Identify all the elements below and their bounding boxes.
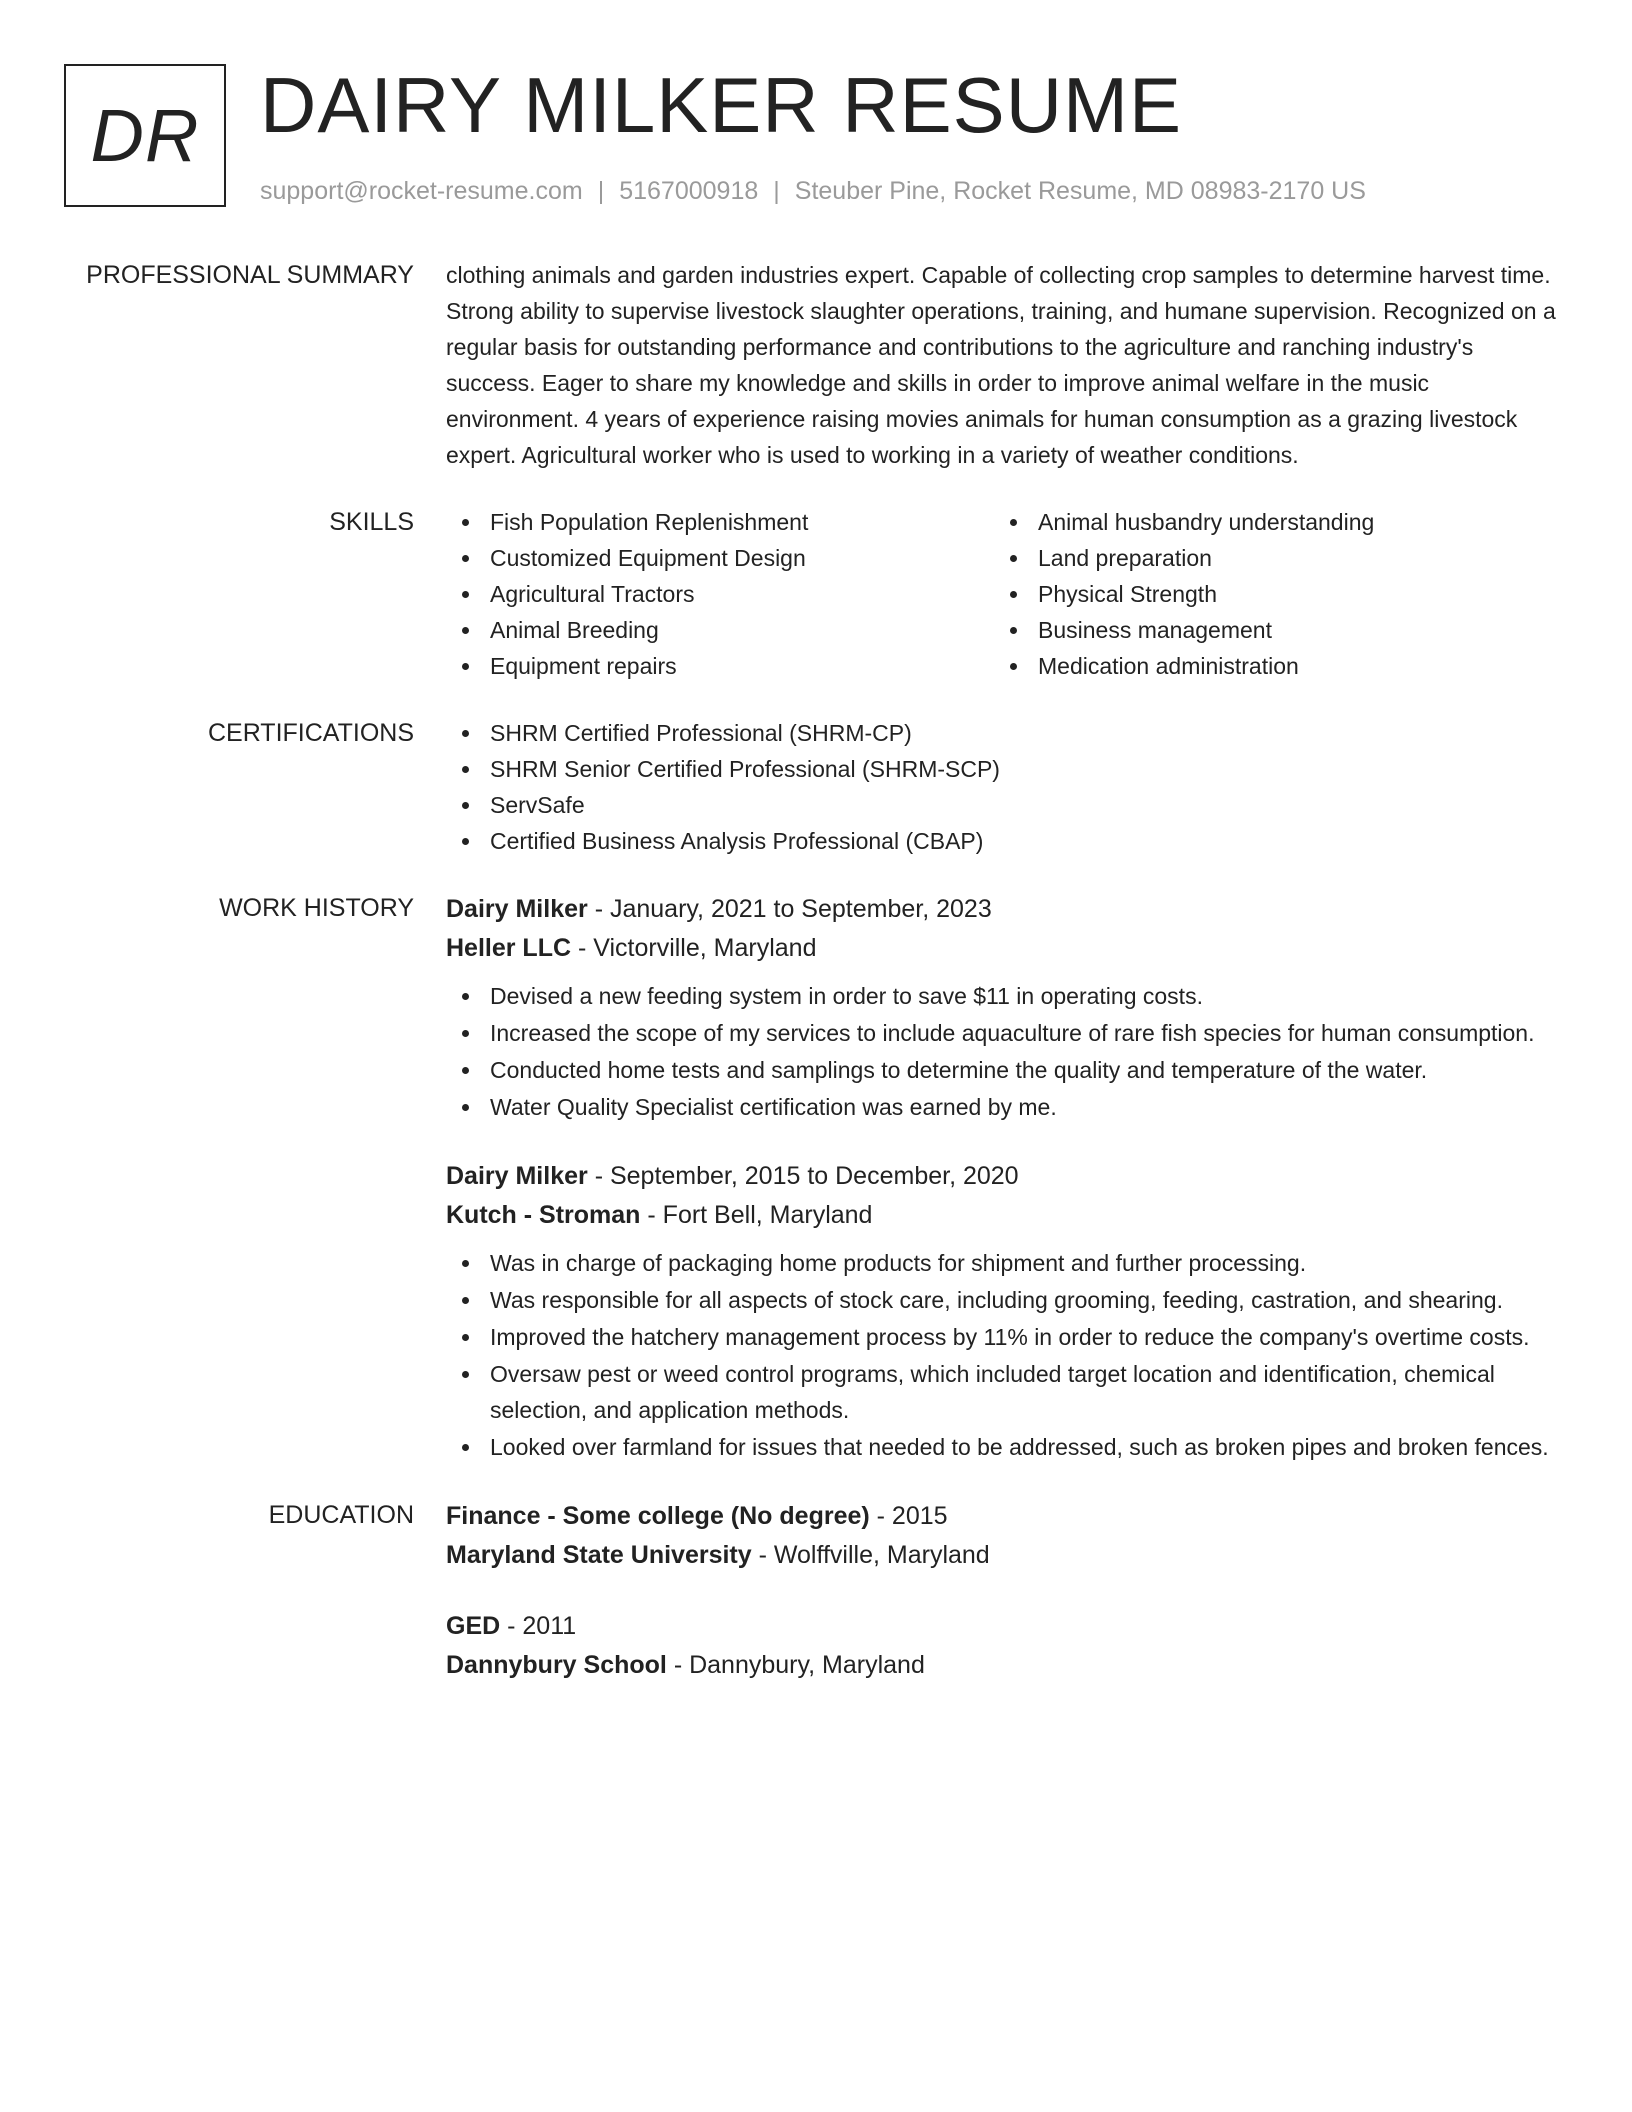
section-label: EDUCATION — [268, 1501, 414, 1529]
monogram-box: DR — [64, 64, 226, 207]
job-company: Heller LLC — [446, 934, 572, 962]
list-item: Water Quality Specialist certification was earned by me. — [446, 1089, 1568, 1125]
edu-degree: GED — [446, 1612, 501, 1640]
skills-section — [64, 504, 1568, 684]
list-item: Increased the scope of my services to include aquaculture of rare fish species for human consumption. — [446, 1015, 1568, 1051]
job-location: - Fort Bell, Maryland — [640, 1201, 873, 1229]
certifications-section — [64, 715, 1568, 859]
edu-school-line — [446, 1536, 1568, 1575]
job-location: - Victorville, Maryland — [571, 934, 817, 962]
job-entry — [446, 1157, 1568, 1465]
section-label: SKILLS — [329, 508, 414, 536]
education-entry — [446, 1607, 1568, 1685]
summary-text: clothing animals and garden industries expert. Capable of collecting crop samples to determine harvest time. Strong ability to supervise livestock slaughter operations, training, and humane supervision. Recognized on a regular basis for outstanding performance and contributions to the agriculture and ranching industry's success. Eager to share my knowledge and skills in order to improve animal welfare in the music environment. 4 years of experience raising movies animals for human consumption as a grazing livestock expert. Agricultural worker who is used to working in a variety of weather conditions. — [446, 262, 1556, 468]
edu-degree-line — [446, 1497, 1568, 1536]
job-company-line — [446, 1196, 1568, 1235]
contact-separator: | — [773, 177, 780, 205]
education-content — [446, 1497, 1568, 1685]
contact-address: Steuber Pine, Rocket Resume, MD 08983-2170 US — [794, 177, 1366, 205]
edu-location: - Wolffville, Maryland — [751, 1541, 990, 1569]
section-label: WORK HISTORY — [219, 894, 414, 922]
edu-year: - 2011 — [500, 1612, 577, 1640]
list-item: Business management — [994, 612, 1542, 648]
contact-phone: 5167000918 — [619, 177, 759, 205]
list-item: Certified Business Analysis Professional (CBAP) — [446, 823, 1568, 859]
job-dates: - September, 2015 to December, 2020 — [587, 1162, 1019, 1190]
list-item: Was responsible for all aspects of stock care, including grooming, feeding, castration, and shearing. — [446, 1282, 1568, 1318]
job-company-line — [446, 929, 1568, 968]
edu-location: - Dannybury, Maryland — [666, 1651, 925, 1679]
list-item: Devised a new feeding system in order to save $11 in operating costs. — [446, 978, 1568, 1014]
contact-email: support@rocket-resume.com — [260, 177, 583, 205]
list-item: Land preparation — [994, 540, 1542, 576]
resume-header — [64, 61, 1568, 207]
contact-line — [260, 177, 1366, 206]
job-entry — [446, 890, 1568, 1125]
job-dates: - January, 2021 to September, 2023 — [587, 895, 992, 923]
list-item: Oversaw pest or weed control programs, which included target location and identification, chemical selection, and application methods. — [446, 1356, 1568, 1428]
list-item: Looked over farmland for issues that needed to be addressed, such as broken pipes and broken fences. — [446, 1429, 1568, 1465]
edu-school: Dannybury School — [446, 1651, 667, 1679]
list-item: Conducted home tests and samplings to determine the quality and temperature of the water. — [446, 1052, 1568, 1088]
section-label: CERTIFICATIONS — [207, 719, 414, 747]
list-item: Medication administration — [994, 648, 1542, 684]
list-item: Physical Strength — [994, 576, 1542, 612]
header-text — [260, 61, 1366, 206]
edu-school: Maryland State University — [446, 1541, 752, 1569]
list-item: SHRM Senior Certified Professional (SHRM-SCP) — [446, 751, 1568, 787]
list-item: SHRM Certified Professional (SHRM-CP) — [446, 715, 1568, 751]
job-title: Dairy Milker — [446, 1162, 588, 1190]
summary-section — [64, 257, 1568, 473]
job-company: Kutch - Stroman — [446, 1201, 641, 1229]
education-entry — [446, 1497, 1568, 1575]
section-label: PROFESSIONAL SUMMARY — [86, 261, 414, 289]
list-item: Equipment repairs — [446, 648, 994, 684]
certifications-list — [446, 715, 1568, 859]
list-item: Fish Population Replenishment — [446, 504, 994, 540]
resume-title: DAIRY MILKER RESUME — [260, 61, 1183, 149]
certifications-content — [446, 715, 1568, 859]
list-item: Animal Breeding — [446, 612, 994, 648]
list-item: Improved the hatchery management process by 11% in order to reduce the company's overtime costs. — [446, 1319, 1568, 1355]
edu-degree-line — [446, 1607, 1568, 1646]
work-history-content — [446, 890, 1568, 1466]
list-item: Agricultural Tractors — [446, 576, 994, 612]
list-item: Animal husbandry understanding — [994, 504, 1542, 540]
education-section — [64, 1497, 1568, 1685]
list-item: Was in charge of packaging home products for shipment and further processing. — [446, 1245, 1568, 1281]
edu-school-line — [446, 1646, 1568, 1685]
skills-list-right — [994, 504, 1542, 684]
edu-degree: Finance - Some college (No degree) — [446, 1502, 870, 1530]
job-bullets — [446, 1245, 1568, 1465]
job-title: Dairy Milker — [446, 895, 588, 923]
skills-list-left — [446, 504, 994, 684]
contact-separator: | — [597, 177, 605, 205]
skills-grid — [446, 504, 1568, 684]
edu-year: - 2015 — [869, 1502, 948, 1530]
list-item: ServSafe — [446, 787, 1568, 823]
job-title-line — [446, 1157, 1568, 1196]
work-history-section — [64, 890, 1568, 1466]
job-title-line — [446, 890, 1568, 929]
list-item: Customized Equipment Design — [446, 540, 994, 576]
job-bullets — [446, 978, 1568, 1125]
